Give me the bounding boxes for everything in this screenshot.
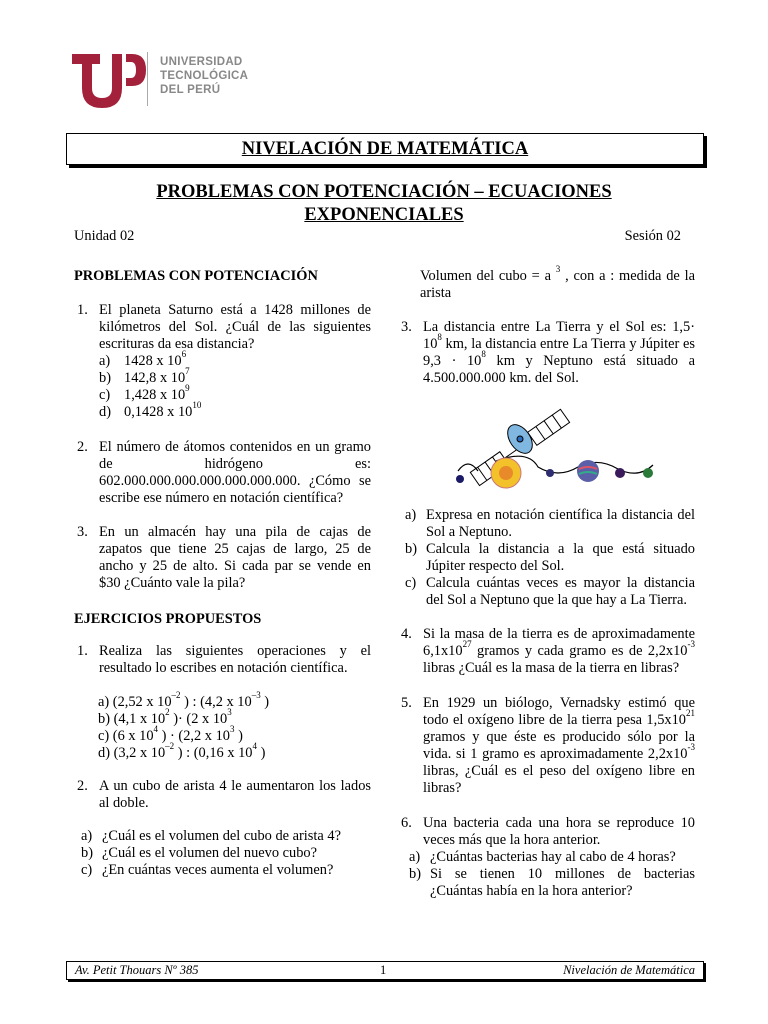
option-text: Calcula cuántas veces es mayor la distancia del Sol a Neptuno que la que hay a La Tierra. [426, 575, 695, 608]
exponent: 3 [227, 707, 232, 718]
option-letter: c) [99, 387, 111, 403]
op-part: ) · (2,2 x 10 [158, 728, 230, 744]
problem-number: 4. [401, 626, 412, 642]
option-text: 1,428 x 10 [124, 387, 186, 403]
problem-text: gramos y que éste es producido sólo por la vida. si 1 gramo es aproximadamente 2,2x10 [423, 729, 695, 762]
unit-label: Unidad 02 [74, 228, 135, 244]
problem-5 [398, 695, 695, 797]
exponent: -3 [687, 742, 695, 753]
exponent: 3 [230, 724, 235, 735]
problem-number: 6. [401, 815, 412, 831]
footer-course: Nivelación de Matemática [563, 963, 695, 977]
exponent: 6 [181, 349, 187, 360]
planet-icon [615, 468, 625, 478]
exercise-2-options [74, 828, 371, 879]
problem-4 [398, 626, 695, 677]
problem-number: 3. [401, 319, 412, 335]
session-label: Sesión 02 [624, 228, 681, 244]
section-heading: PROBLEMAS CON POTENCIACIÓN [74, 268, 318, 284]
option-letter: d) [99, 404, 111, 420]
problem-text: En un almacén hay una pila de cajas de zapatos que tiene 25 cajas de largo, 25 de ancho y 25 de alto. Si cada par se vende en $30 ¿Cuánto vale la pila? [99, 524, 371, 591]
exponent: 10 [192, 400, 202, 411]
op-part: ) : (4,2 x 10 [180, 694, 252, 710]
logo-line: TECNOLÓGICA [160, 70, 249, 82]
note-part: , con a : medida de la arista [420, 268, 695, 301]
problem-2 [74, 439, 371, 507]
subtitle-line: EXPONENCIALES [304, 205, 464, 225]
exponent: 7 [185, 366, 190, 377]
option [74, 862, 371, 879]
op-part: )· (2 x 10 [169, 711, 228, 727]
planet-icon [546, 469, 554, 477]
problem-number: 3. [77, 524, 88, 540]
option-letter: b) [405, 541, 417, 557]
op-part: c) (6 x 10 [98, 728, 154, 744]
problem-text: El número de átomos contenidos en un gramo de hidrógeno es: 602.000.000.000.000.000.000.000. ¿Cómo se escribe ese número en notación científica? [99, 439, 371, 506]
exponent: 3 [555, 264, 561, 275]
option-letter: a) [405, 507, 417, 523]
problem-text: Si la masa de la tierra es de aproximadamente 6,1x10 [423, 626, 695, 659]
problem-text: km y Neptuno está situado a 4.500.000.000 km. del Sol. [423, 353, 695, 386]
operations-list [74, 690, 371, 762]
option [74, 845, 371, 862]
utp-logo-mark [70, 48, 150, 110]
option [398, 575, 695, 609]
right-column [398, 264, 695, 900]
problem-6-options [398, 849, 695, 900]
exponent: 4 [252, 741, 257, 752]
option-text: Expresa en notación científica la distancia del Sol a Neptuno. [426, 507, 695, 540]
operation [98, 690, 371, 711]
logo-divider [147, 52, 148, 106]
option-letter: a) [99, 353, 111, 369]
satellite-planets-drawing [438, 387, 708, 507]
note-part: Volumen del cubo = a [420, 268, 556, 284]
option-letter: a) [81, 828, 93, 844]
option-text: ¿Cuántas bacterias hay al cabo de 4 horas? [430, 849, 676, 865]
problem-1 [74, 302, 371, 353]
exercise-1 [74, 643, 371, 677]
exponent: 21 [686, 708, 695, 719]
exponent: 27 [462, 639, 472, 650]
operation [98, 724, 371, 745]
exponent: 8 [481, 349, 486, 360]
option-letter: c) [405, 575, 417, 591]
option [74, 383, 371, 404]
problem-text: El planeta Saturno está a 1428 millones de kilómetros del Sol. ¿Cuál de las siguientes escrituras da esa distancia? [99, 302, 371, 352]
option-text: Calcula la distancia a la que está situado Júpiter respecto del Sol. [426, 541, 695, 574]
option [402, 866, 695, 900]
page-footer [66, 961, 704, 980]
problem-6 [398, 815, 695, 849]
option [398, 507, 695, 541]
option-text: 142,8 x 10 [124, 370, 186, 386]
problem-text: gramos y cada gramo es de 2,2x10 [471, 643, 688, 659]
problem-3-options [398, 507, 695, 609]
page-number: 1 [380, 963, 387, 977]
exercise-number: 1. [77, 643, 88, 659]
op-part: b) (4,1 x 10 [98, 711, 166, 727]
problem-number: 5. [401, 695, 412, 711]
option-text: ¿Cuál es el volumen del nuevo cubo? [102, 845, 317, 861]
problem-number: 1. [77, 302, 88, 318]
problem-text: En 1929 un biólogo, Vernadsky estimó que todo el oxígeno libre de la tierra pesa 1,5x10 [423, 695, 695, 728]
problem-3 [74, 524, 371, 592]
exponent: –2 [165, 741, 175, 752]
option [74, 349, 371, 370]
option-text: 0,1428 x 10 [124, 404, 193, 420]
logo-line: DEL PERÚ [160, 84, 221, 96]
footer-address: Av. Petit Thouars Nº 385 [75, 963, 199, 977]
left-column [74, 268, 371, 879]
option [74, 400, 371, 421]
op-part: d) (3,2 x 10 [98, 745, 166, 761]
option-text: ¿En cuántas veces aumenta el volumen? [102, 862, 334, 878]
exponent: –2 [171, 690, 181, 701]
option [74, 366, 371, 387]
subtitle-line: PROBLEMAS CON POTENCIACIÓN – ECUACIONES [156, 182, 612, 202]
university-name [160, 55, 248, 97]
subtitle [66, 181, 702, 227]
op-part: ) [234, 728, 243, 744]
satellite-illustration [398, 387, 695, 507]
exponent: 9 [185, 383, 190, 394]
problem-text: km, la distancia entre La Tierra y Júpiter es 9,3 · 10 [423, 336, 695, 369]
planet-icon [643, 468, 653, 478]
problem-3-right [398, 319, 695, 387]
exercise-2 [74, 778, 371, 812]
problem-text: libras ¿Cuál es la masa de la tierra en libras? [423, 660, 680, 676]
operation [98, 741, 371, 762]
logo-line: UNIVERSIDAD [160, 56, 243, 68]
exponent: 2 [165, 707, 170, 718]
section-heading: EJERCICIOS PROPUESTOS [74, 611, 262, 627]
problem-text: Una bacteria cada una hora se reproduce 10 veces más que la hora anterior. [423, 815, 695, 848]
exercise-text: A un cubo de arista 4 le aumentaron los lados al doble. [99, 778, 371, 811]
option-letter: b) [99, 370, 111, 386]
exercise-number: 2. [77, 778, 88, 794]
option [74, 828, 371, 845]
exponent: 8 [437, 332, 442, 343]
option [398, 541, 695, 575]
option-text: Si se tienen 10 millones de bacterias ¿Cuántas había en la hora anterior? [430, 866, 695, 899]
page-title: NIVELACIÓN DE MATEMÁTICA [241, 139, 529, 159]
op-part: ) [260, 694, 270, 710]
problem-text: libras, ¿Cuál es el peso del oxígeno libre en libras? [423, 763, 695, 796]
option-text: 1428 x 10 [124, 353, 182, 369]
exponent: –3 [251, 690, 261, 701]
option-letter: b) [81, 845, 93, 861]
title-box [66, 133, 704, 165]
option-text: ¿Cuál es el volumen del cubo de arista 4? [102, 828, 341, 844]
problem-number: 2. [77, 439, 88, 455]
option [402, 849, 695, 866]
op-part: ) [257, 745, 266, 761]
option-letter: b) [409, 866, 421, 882]
exercise-text: Realiza las siguientes operaciones y el resultado lo escribes en notación científica. [99, 643, 371, 676]
option-letter: c) [81, 862, 93, 878]
problem-text: La distancia entre La Tierra y el Sol es: 1,5· 10 [423, 319, 695, 352]
op-part: a) (2,52 x 10 [98, 694, 172, 710]
volume-note [398, 264, 695, 302]
exponent: -3 [687, 639, 695, 650]
option-letter: a) [409, 849, 421, 865]
planet-icon [456, 475, 464, 483]
exponent: 4 [153, 724, 159, 735]
op-part: ) : (0,16 x 10 [174, 745, 253, 761]
